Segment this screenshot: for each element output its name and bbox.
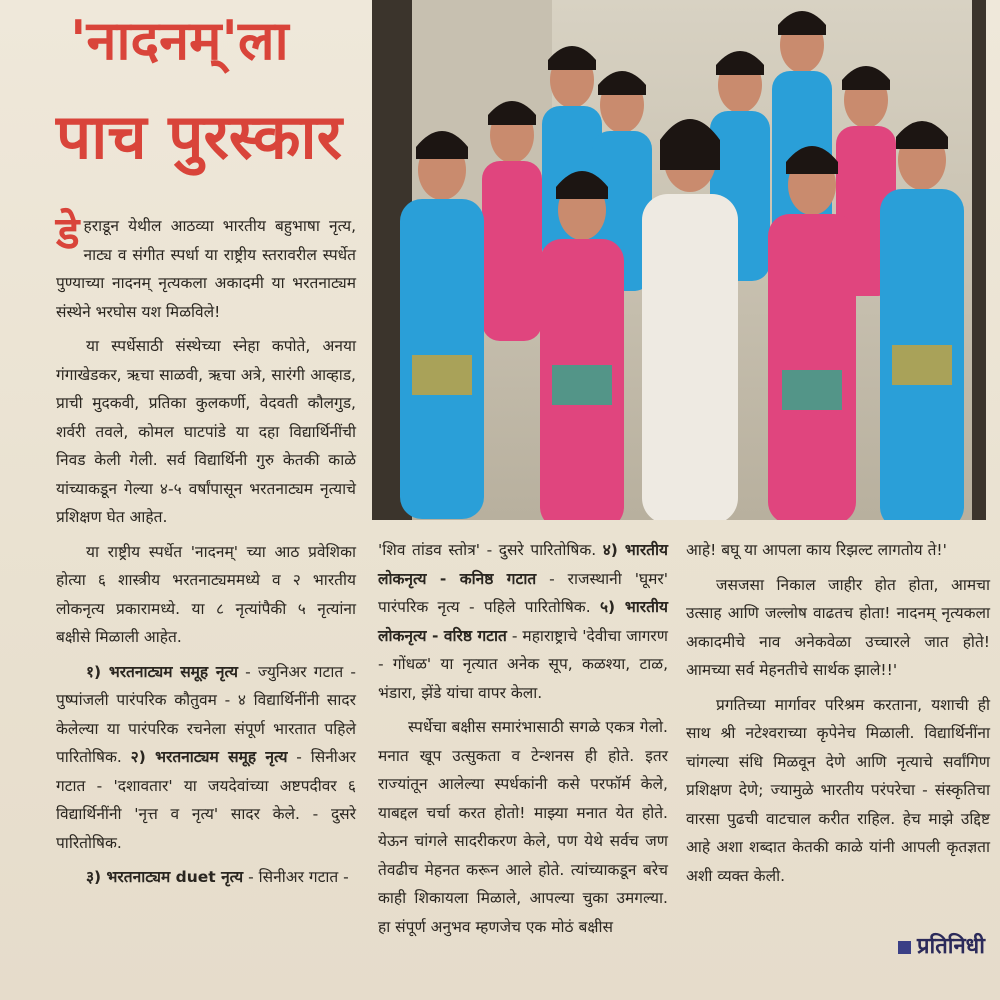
award-1-heading: १) भरतनाट्यम समूह नृत्य (86, 662, 238, 681)
paragraph-intro (56, 208, 356, 326)
headline-line-2: पाच पुरस्कार (56, 100, 342, 173)
award-4-heading: ४) भारतीय लोकनृत्य - कनिष्ठ गटात (378, 541, 668, 588)
paragraph-award-3 (56, 863, 356, 892)
award-3-heading: ३) भरतनाट्यम duet नृत्य (86, 868, 244, 886)
award-4-text: - राजस्थानी 'घूमर' पारंपरिक नृत्य - पहिले पारितोषिक. (378, 569, 668, 616)
drop-cap: डे (56, 208, 80, 259)
paragraph-entries: या राष्ट्रीय स्पर्धेत 'नादनम्' च्या आठ प्रवेशिका होत्या ६ शास्त्रीय भरतनाट्यममध्ये व २ भारतीय लोकनृत्य प्रकारामध्ये. या ८ नृत्यांपैकी ५ नृत्यांना बक्षीसे मिळाली आहेत. (56, 542, 356, 646)
headline-line-1: 'नादनम्'ला (70, 9, 289, 72)
paragraph-gratitude: प्रगतिच्या मार्गावर परिश्रम करताना, यशाची ही साथ श्री नटेश्वराच्या कृपेनेच मिळाली. विद्यार्थिनींना चांगल्या संधि मिळवून देणे आणि नृत्याचे सर्वांगिण प्रशिक्षण देणे; ज्यामुळे भारतीय परंपरेचा - संस्कृतिचा वारसा पुढची वाटचाल करीत राहिल. हेच माझे उद्दिष्ट आहे अशा शब्दात केतकी काळे यांनी आपली कृतज्ञता अशी व्यक्त केली. (686, 695, 990, 885)
article-column-2 (378, 536, 668, 947)
paragraph-participants: या स्पर्धेसाठी संस्थेच्या स्नेहा कपोते, अनया गंगाखेडकर, ऋचा साळवी, ऋचा अत्रे, सारंगी आव्हाड, प्राची मुदकवी, प्रतिका कुलकर्णी, वेदवती कौलगुड, शर्वरी तवले, कोमल घाटपांडे या दहा विद्यार्थिनींची निवड केली गेली. सर्व विद्यार्थिनी गुरु केतकी काळे यांच्याकडून गेल्या ४-५ वर्षांपासून भरतनाट्यम नृत्याचे प्रशिक्षण घेत आहेत. (56, 337, 356, 526)
dancers-illustration (372, 0, 986, 520)
award-5-text: - महाराष्ट्राचे 'देवीचा जागरण - गोंधळ' या नृत्यात अनेक सूप, कळश्या, टाळ, भंडारा, झेंडे यांचा वापर केला. (378, 626, 668, 702)
paragraph-result-quote: आहे! बघू या आपला काय रिझल्ट लागतोय ते!' (686, 541, 947, 559)
byline-square-icon (898, 941, 911, 954)
byline (898, 930, 985, 960)
intro-text: हराडून येथील आठव्या भारतीय बहुभाषा नृत्य, नाट्य व संगीत स्पर्धा या राष्ट्रीय स्तरावरील स्पर्धेत पुण्याच्या नादनम् नृत्यकला अकादमी या भरतनाट्यम संस्थेने भरघोस यश मिळविले! (56, 217, 356, 321)
article-column-3 (686, 536, 990, 896)
byline-text: प्रतिनिधी (917, 934, 985, 959)
paragraph-award-3-4-5 (378, 536, 668, 707)
article-column-1 (56, 208, 356, 898)
paragraph-ceremony: स्पर्धेचा बक्षीस समारंभासाठी सगळे एकत्र गेलो. मनात खूप उत्सुकता व टेन्शनस ही होते. इतर राज्यांतून आलेल्या स्पर्धकांनी कसे परफॉर्म केले, याबद्दल चर्चा करत होतो! माझ्या मनात येत होते. येऊन चांगले सादरीकरण केले, पण येथे सर्वच जण तेवढीच मेहनत करून आले होते. त्यांच्याकडून बरेच काही शिकायला मिळाले, आपल्या चुका उमगल्या. हा संपूर्ण अनुभव म्हणजेच एक मोठं बक्षीस (378, 718, 668, 936)
award-3-result: 'शिव तांडव स्तोत्र' - दुसरे पारितोषिक. (378, 541, 603, 559)
paragraph-award-1-2 (56, 658, 356, 858)
award-3-text: - सिनीअर गटात - (243, 868, 349, 886)
group-photo (372, 0, 986, 520)
award-2-text: - सिनीअर गटात - 'दशावतार' या जयदेवांच्या अष्टपदीवर ६ विद्यार्थिनींनी 'नृत्त व नृत्य' सादर केले. - दुसरे पारितोषिक. (56, 748, 356, 852)
paragraph-celebration: जसजसा निकाल जाहीर होत होता, आमचा उत्साह आणि जल्लोष वाढतच होता! नादनम् नृत्यकला अकादमीचे नाव अनेकवेळा उच्चारले जात होते! आमच्या सर्व मेहनतीचे सार्थक झाले!!' (686, 575, 990, 679)
award-1-text: - ज्युनिअर गटात - पुष्पांजली पारंपरिक कौतुवम - ४ विद्यार्थिनींनी सादर केलेल्या या पारंपरिक रचनेला संपूर्ण भारतात पहिले पारितोषिक. (56, 662, 356, 766)
award-5-heading: ५) भारतीय लोकनृत्य - वरिष्ठ गटात (378, 598, 668, 645)
award-2-heading: २) भरतनाट्यम समूह नृत्य (130, 748, 288, 766)
